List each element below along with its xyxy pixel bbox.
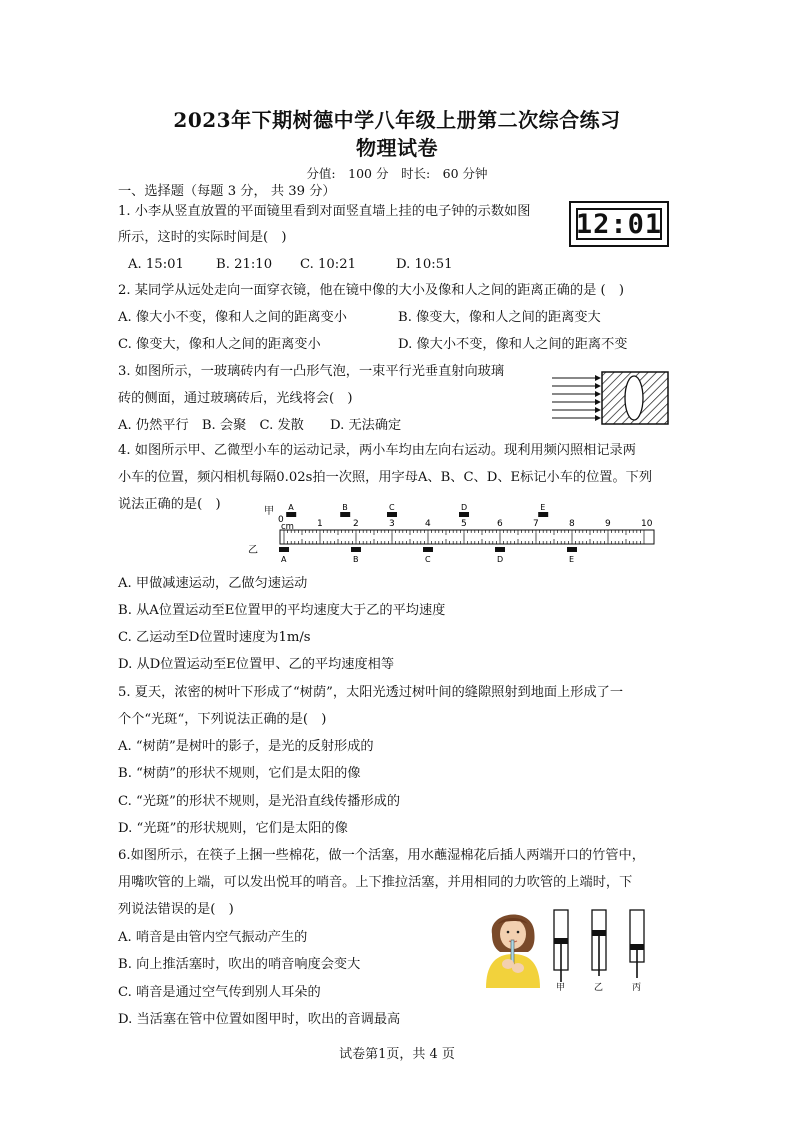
section-heading: 一、选择题（每题 3 分， 共 39 分） [118, 184, 336, 199]
q4-option-b: B. 从A位置运动至E位置甲的平均速度大于乙的平均速度 [118, 603, 446, 618]
q1-option-b: B. 21:10 [216, 257, 273, 272]
jia-car-label: A [288, 503, 294, 512]
jia-car-label: B [342, 503, 348, 512]
q2-option-c: C. 像变大，像和人之间的距离变小 [118, 337, 321, 352]
q1-option-a: A. 15:01 [128, 257, 184, 272]
q2-option-d: D. 像大小不变，像和人之间的距离不变 [398, 337, 628, 352]
tube-label-jia: 甲 [556, 983, 566, 992]
q2-option-b: B. 像变大，像和人之间的距离变大 [398, 310, 601, 325]
jia-car-label: E [540, 503, 546, 512]
q4-option-c: C. 乙运动至D位置时速度为1m/s [118, 630, 311, 645]
exam-subtitle: 物理试卷 [356, 136, 438, 160]
q3-option-d: D. 无法确定 [330, 418, 402, 433]
q6-option-b: B. 向上推活塞时，吹出的哨音响度会变大 [118, 957, 361, 972]
ruler-number: 6 [497, 519, 503, 529]
ruler-number: 3 [389, 519, 395, 529]
parallel-light-rays [552, 378, 600, 418]
ruler-number: 8 [569, 519, 575, 529]
q6-option-d: D. 当活塞在管中位置如图甲时，吹出的音调最高 [118, 1012, 401, 1027]
ruler-number: 1 [317, 519, 323, 529]
q5-option-c: C. “光斑”的形状不规则，是光沿直线传播形成的 [118, 794, 401, 809]
q5-option-d: D. “光斑”的形状规则，它们是太阳的像 [118, 821, 348, 836]
q6-line-1: 6.如图所示，在筷子上捆一些棉花，做一个活塞，用水蘸湿棉花后插人两端开口的竹管中， [118, 848, 645, 863]
jia-car-marker [387, 512, 397, 517]
page-footer: 试卷第1页，共 4 页 [339, 1047, 455, 1062]
jia-car-marker [340, 512, 350, 517]
q5-option-a: A. “树荫”是树叶的影子，是光的反射形成的 [118, 739, 374, 754]
q1-option-d: D. 10:51 [396, 257, 453, 272]
q3-line-2: 砖的侧面，通过玻璃砖后，光线将会( ) [118, 391, 353, 406]
q6-line-3: 列说法错误的是( ) [118, 902, 234, 917]
clock-display: 12:01 [575, 208, 663, 240]
ruler-number: 10 [641, 519, 653, 529]
convex-bubble [625, 376, 643, 420]
yi-car-label: C [425, 555, 431, 564]
row-label-yi: 乙 [248, 545, 258, 556]
mirror-clock-figure [569, 201, 669, 247]
girl-blowing-whistle-illustration [478, 904, 550, 988]
jia-car-label: D [461, 503, 468, 512]
yi-car-marker [351, 547, 361, 552]
ruler-number: 4 [425, 519, 431, 529]
q2-option-a: A. 像大小不变，像和人之间的距离变小 [118, 310, 347, 325]
yi-car-marker [567, 547, 577, 552]
q4-option-d: D. 从D位置运动至E位置甲、乙的平均速度相等 [118, 657, 395, 672]
yi-car-label: D [497, 555, 504, 564]
tube-label-bing: 丙 [632, 983, 642, 992]
q5-option-b: B. “树荫”的形状不规则，它们是太阳的像 [118, 766, 361, 781]
jia-car-marker [286, 512, 296, 517]
jia-car-marker [538, 512, 548, 517]
yi-car-label: B [353, 555, 359, 564]
q3-line-1: 3. 如图所示，一玻璃砖内有一凸形气泡，一束平行光垂直射向玻璃 [118, 364, 505, 379]
q2-line-1: 2. 某同学从远处走向一面穿衣镜，他在镜中像的大小及像和人之间的距离正确的是 ( ) [118, 283, 625, 298]
yi-car-label: A [281, 555, 287, 564]
yi-car-marker [495, 547, 505, 552]
q4-option-a: A. 甲做减速运动，乙做匀速运动 [118, 576, 308, 591]
ruler-body [280, 530, 654, 544]
ruler-number: 0 [278, 515, 284, 525]
q4-line-3: 说法正确的是( ) [118, 497, 221, 512]
yi-car-marker [279, 547, 289, 552]
q4-line-1: 4. 如图所示甲、乙微型小车的运动记录，两小车均由左向右运动。现利用频闪照相记录两 [118, 443, 636, 458]
q5-line-1: 5. 夏天，浓密的树叶下形成了“树荫”，太阳光透过树叶间的缝隙照射到地面上形成了一 [118, 685, 624, 700]
row-label-jia: 甲 [264, 506, 274, 517]
q6-option-c: C. 哨音是通过空气传到别人耳朵的 [118, 985, 321, 1000]
exam-title: 2023年下期树德中学八年级上册第二次综合练习 [173, 108, 621, 132]
q6-line-2: 用嘴吹管的上端，可以发出悦耳的哨音。上下推拉活塞，并用相同的力吹管的上端时，下 [118, 875, 633, 890]
tube-bing [630, 910, 644, 978]
q4-line-2: 小车的位置，频闪相机每隔0.02s拍一次照，用字母A、B、C、D、E标记小车的位置。下列 [118, 470, 653, 485]
tube-label-yi: 乙 [594, 983, 604, 992]
q1-option-c: C. 10:21 [300, 257, 357, 272]
tube-yi [592, 910, 606, 976]
jia-car-marker [459, 512, 469, 517]
exam-meta: 分值: 100 分 时长: 60 分钟 [306, 166, 488, 181]
q6-option-a: A. 哨音是由管内空气振动产生的 [118, 930, 308, 945]
ruler-unit: cm [281, 522, 294, 532]
three-tubes-figure [550, 906, 660, 992]
q5-line-2: 个个“光斑“，下列说法正确的是( ) [118, 712, 327, 727]
q3-option-abc: A. 仍然平行 B. 会聚 C. 发散 [118, 418, 304, 433]
motion-ruler-figure [244, 500, 674, 568]
glass-brick-figure [550, 368, 672, 428]
ruler-number: 2 [353, 519, 359, 529]
ruler-number: 7 [533, 519, 539, 529]
q1-line-1: 1. 小李从竖直放置的平面镜里看到对面竖直墙上挂的电子钟的示数如图 [118, 204, 531, 219]
ruler-number: 9 [605, 519, 611, 529]
yi-car-marker [423, 547, 433, 552]
jia-car-label: C [389, 503, 395, 512]
ruler-number: 5 [461, 519, 467, 529]
q1-line-2: 所示，这时的实际时间是( ) [118, 230, 287, 245]
yi-car-label: E [569, 555, 575, 564]
tube-jia [554, 910, 568, 982]
